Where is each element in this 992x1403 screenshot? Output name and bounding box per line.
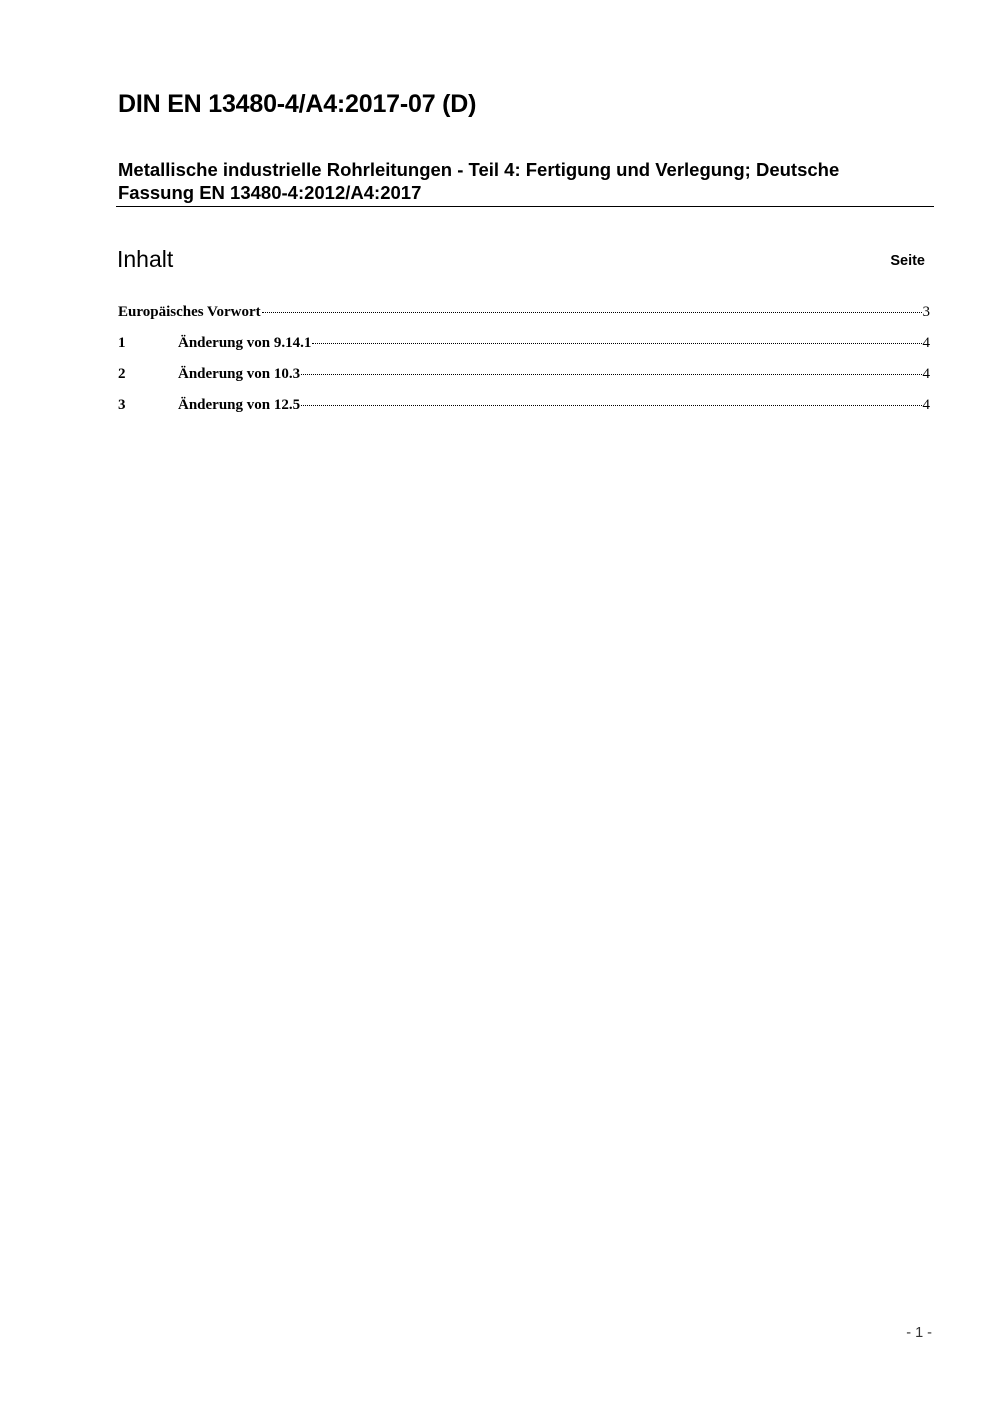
document-title: DIN EN 13480-4/A4:2017-07 (D) — [118, 90, 477, 118]
toc-entry-3[interactable] — [118, 394, 930, 425]
toc-entry-1[interactable] — [118, 332, 930, 363]
table-of-contents — [118, 301, 930, 425]
toc-entry-title: Änderung von 12.5 — [178, 397, 301, 413]
toc-dot-leader — [262, 312, 922, 313]
toc-entry-page: 4 — [922, 366, 930, 382]
toc-entry-number: 2 — [118, 366, 126, 382]
toc-entry-2[interactable] — [118, 363, 930, 394]
toc-dot-leader — [301, 374, 921, 375]
toc-heading: Inhalt — [117, 246, 174, 272]
toc-entry-page: 4 — [922, 335, 930, 351]
page-number: - 1 - — [906, 1325, 932, 1341]
toc-dot-leader — [301, 405, 921, 406]
toc-entry-vorwort[interactable] — [118, 301, 930, 332]
toc-entry-page: 4 — [922, 397, 930, 413]
toc-page-column-label: Seite — [890, 253, 925, 269]
toc-entry-number: 3 — [118, 397, 126, 413]
toc-entry-title: Änderung von 10.3 — [178, 366, 301, 382]
toc-entry-title: Änderung von 9.14.1 — [178, 335, 312, 351]
toc-entry-title: Europäisches Vorwort — [118, 304, 261, 320]
subtitle-line-1: Metallische industrielle Rohrleitungen - Teil 4: Fertigung und Verlegung; Deutsche — [118, 159, 840, 180]
toc-dot-leader — [312, 343, 921, 344]
document-subtitle — [116, 158, 934, 207]
subtitle-line-2: Fassung EN 13480-4:2012/A4:2017 — [118, 182, 422, 203]
toc-entry-page: 3 — [922, 304, 930, 320]
toc-entry-number: 1 — [118, 335, 126, 351]
